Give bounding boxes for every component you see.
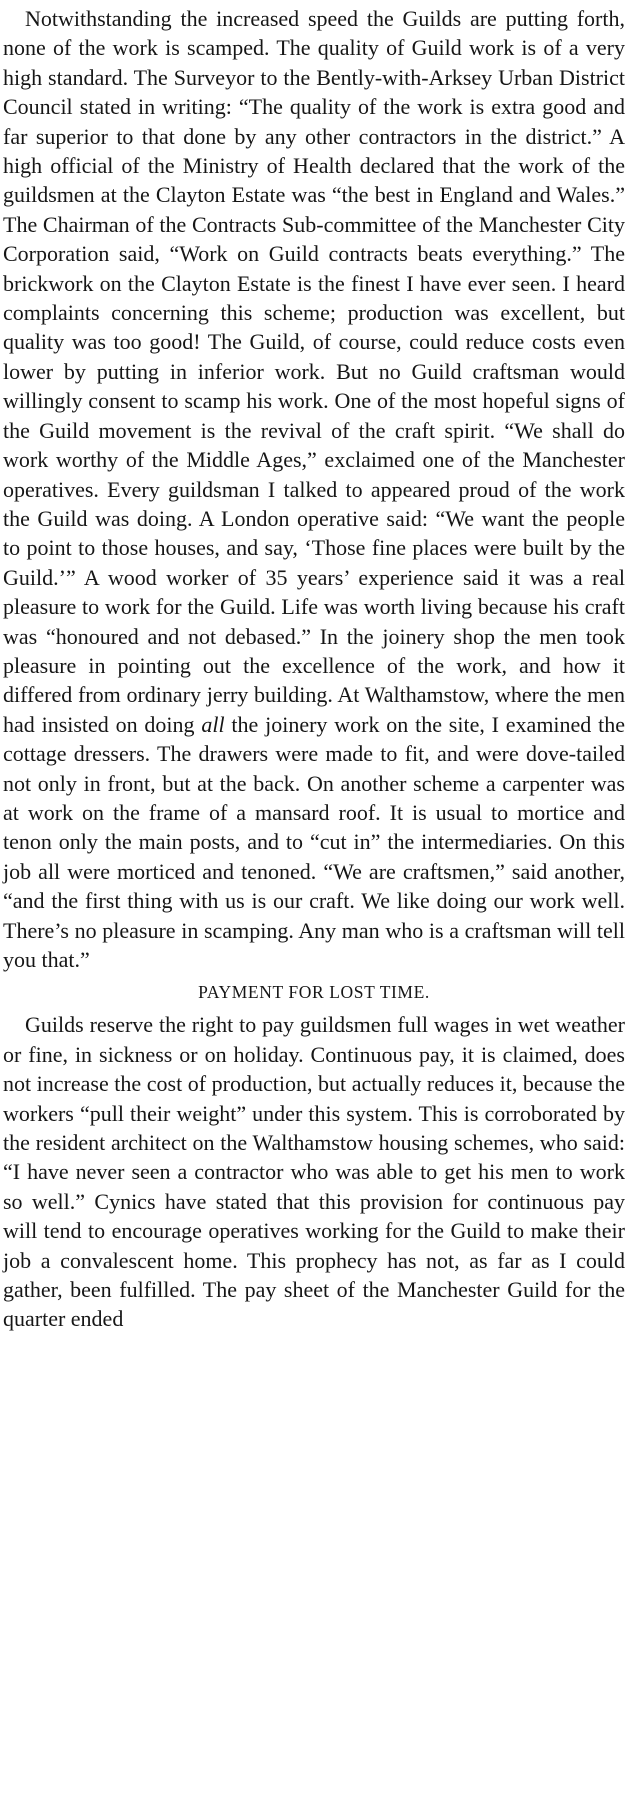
- body-paragraph: [3, 4, 625, 974]
- emphasis-text: all: [201, 711, 225, 737]
- paragraph-text: the joinery work on the site, I examined the cottage dressers. The drawers were made to fit, and were dove-tailed not only in front, but at the back. On another scheme a carpenter was at work on the frame of a mansard roof. It is usual to mortice and tenon only the main posts, and to “cut in” the intermediaries. On this job all were morticed and tenoned. “We are craftsmen,” said another, “and the first thing with us is our craft. We like doing our work well. There’s no pleasure in scamping. Any man who is a craftsman will tell you that.”: [3, 711, 625, 972]
- section-heading: PAYMENT FOR LOST TIME.: [198, 982, 430, 1003]
- body-paragraph: Guilds reserve the right to pay guildsmen full wages in wet weather or fine, in sickness or on holiday. Continuous pay, it is claimed, does not increase the cost of production, but actually reduces it, because the workers “pull their weight” under this system. This is corroborated by the resident architect on the Walthamstow housing schemes, who said: “I have never seen a contractor who was able to get his men to work so well.” Cynics have stated that this provision for continuous pay will tend to encourage operatives working for the Guild to make their job a convalescent home. This prophecy has not, as far as I could gather, been fulfilled. The pay sheet of the Manchester Guild for the quarter ended: [3, 1012, 625, 1332]
- paragraph-text: Notwithstanding the increased speed the Guilds are putting forth, none of the work is scamped. The quality of Guild work is of a very high standard. The Surveyor to the Bently-with-Arksey Urban District Council stated in writing: “The quality of the work is extra good and far superior to that done by any other contractors in the district.” A high official of the Ministry of Health declared that the work of the guildsmen at the Clayton Estate was “the best in England and Wales.” The Chairman of the Contracts Sub-committee of the Manchester City Corporation said, “Work on Guild contracts beats everything.” The brickwork on the Clayton Estate is the finest I have ever seen. I heard complaints concerning this scheme; production was excellent, but quality was too good! The Guild, of course, could reduce costs even lower by putting in inferior work. But no Guild craftsman would willingly consent to scamp his work. One of the most hopeful signs of the Guild movement is the revival of the craft spirit. “We shall do work worthy of the Middle Ages,” exclaimed one of the Manchester operatives. Every guildsman I talked to appeared proud of the work the Guild was doing. A London operative said: “We want the people to point to those houses, and say, ‘Those fine places were built by the Guild.’” A wood worker of 35 years’ experience said it was a real pleasure to work for the Guild. Life was worth living because his craft was “honoured and not debased.” In the joinery shop the men took pleasure in pointing out the excellence of the work, and how it differed from ordinary jerry building. At Walthamstow, where the men had insisted on doing: [3, 6, 625, 737]
